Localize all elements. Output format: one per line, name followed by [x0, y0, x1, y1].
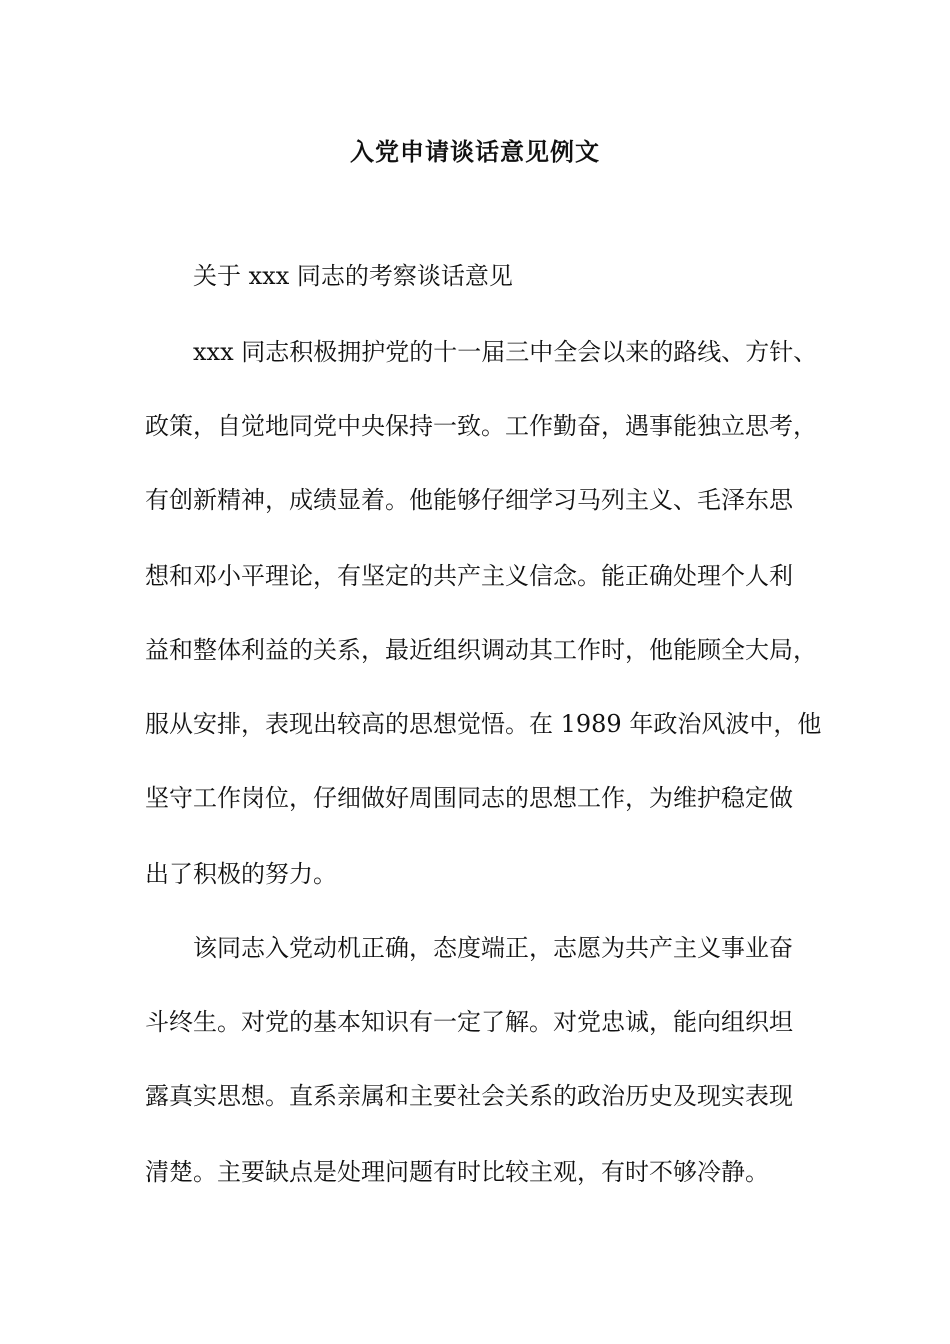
paragraph-1-line-6: 服从安排，表现出较高的思想觉悟。在 1989 年政治风波中，他: [145, 710, 822, 738]
heading-line: 关于 xxx 同志的考察谈话意见: [193, 262, 513, 290]
document-title: 入党申请谈话意见例文: [350, 137, 600, 166]
paragraph-2-line-4: 清楚。主要缺点是处理问题有时比较主观，有时不够冷静。: [145, 1158, 769, 1186]
paragraph-1-line-1: xxx 同志积极拥护党的十一届三中全会以来的路线、方针、: [193, 338, 818, 366]
paragraph-2-line-1: 该同志入党动机正确，态度端正，志愿为共产主义事业奋: [193, 934, 793, 962]
paragraph-1-line-7: 坚守工作岗位，仔细做好周围同志的思想工作，为维护稳定做: [145, 784, 793, 812]
paragraph-1-line-2: 政策，自觉地同党中央保持一致。工作勤奋，遇事能独立思考，: [145, 412, 817, 440]
paragraph-1-line-4: 想和邓小平理论，有坚定的共产主义信念。能正确处理个人利: [145, 562, 793, 590]
paragraph-1-line-3: 有创新精神，成绩显着。他能够仔细学习马列主义、毛泽东思: [145, 486, 793, 514]
paragraph-1-line-8: 出了积极的努力。: [145, 860, 337, 888]
paragraph-1-line-5: 益和整体利益的关系，最近组织调动其工作时，他能顾全大局，: [145, 636, 817, 664]
paragraph-2-line-2: 斗终生。对党的基本知识有一定了解。对党忠诚，能向组织坦: [145, 1008, 793, 1036]
paragraph-2-line-3: 露真实思想。直系亲属和主要社会关系的政治历史及现实表现: [145, 1082, 793, 1110]
